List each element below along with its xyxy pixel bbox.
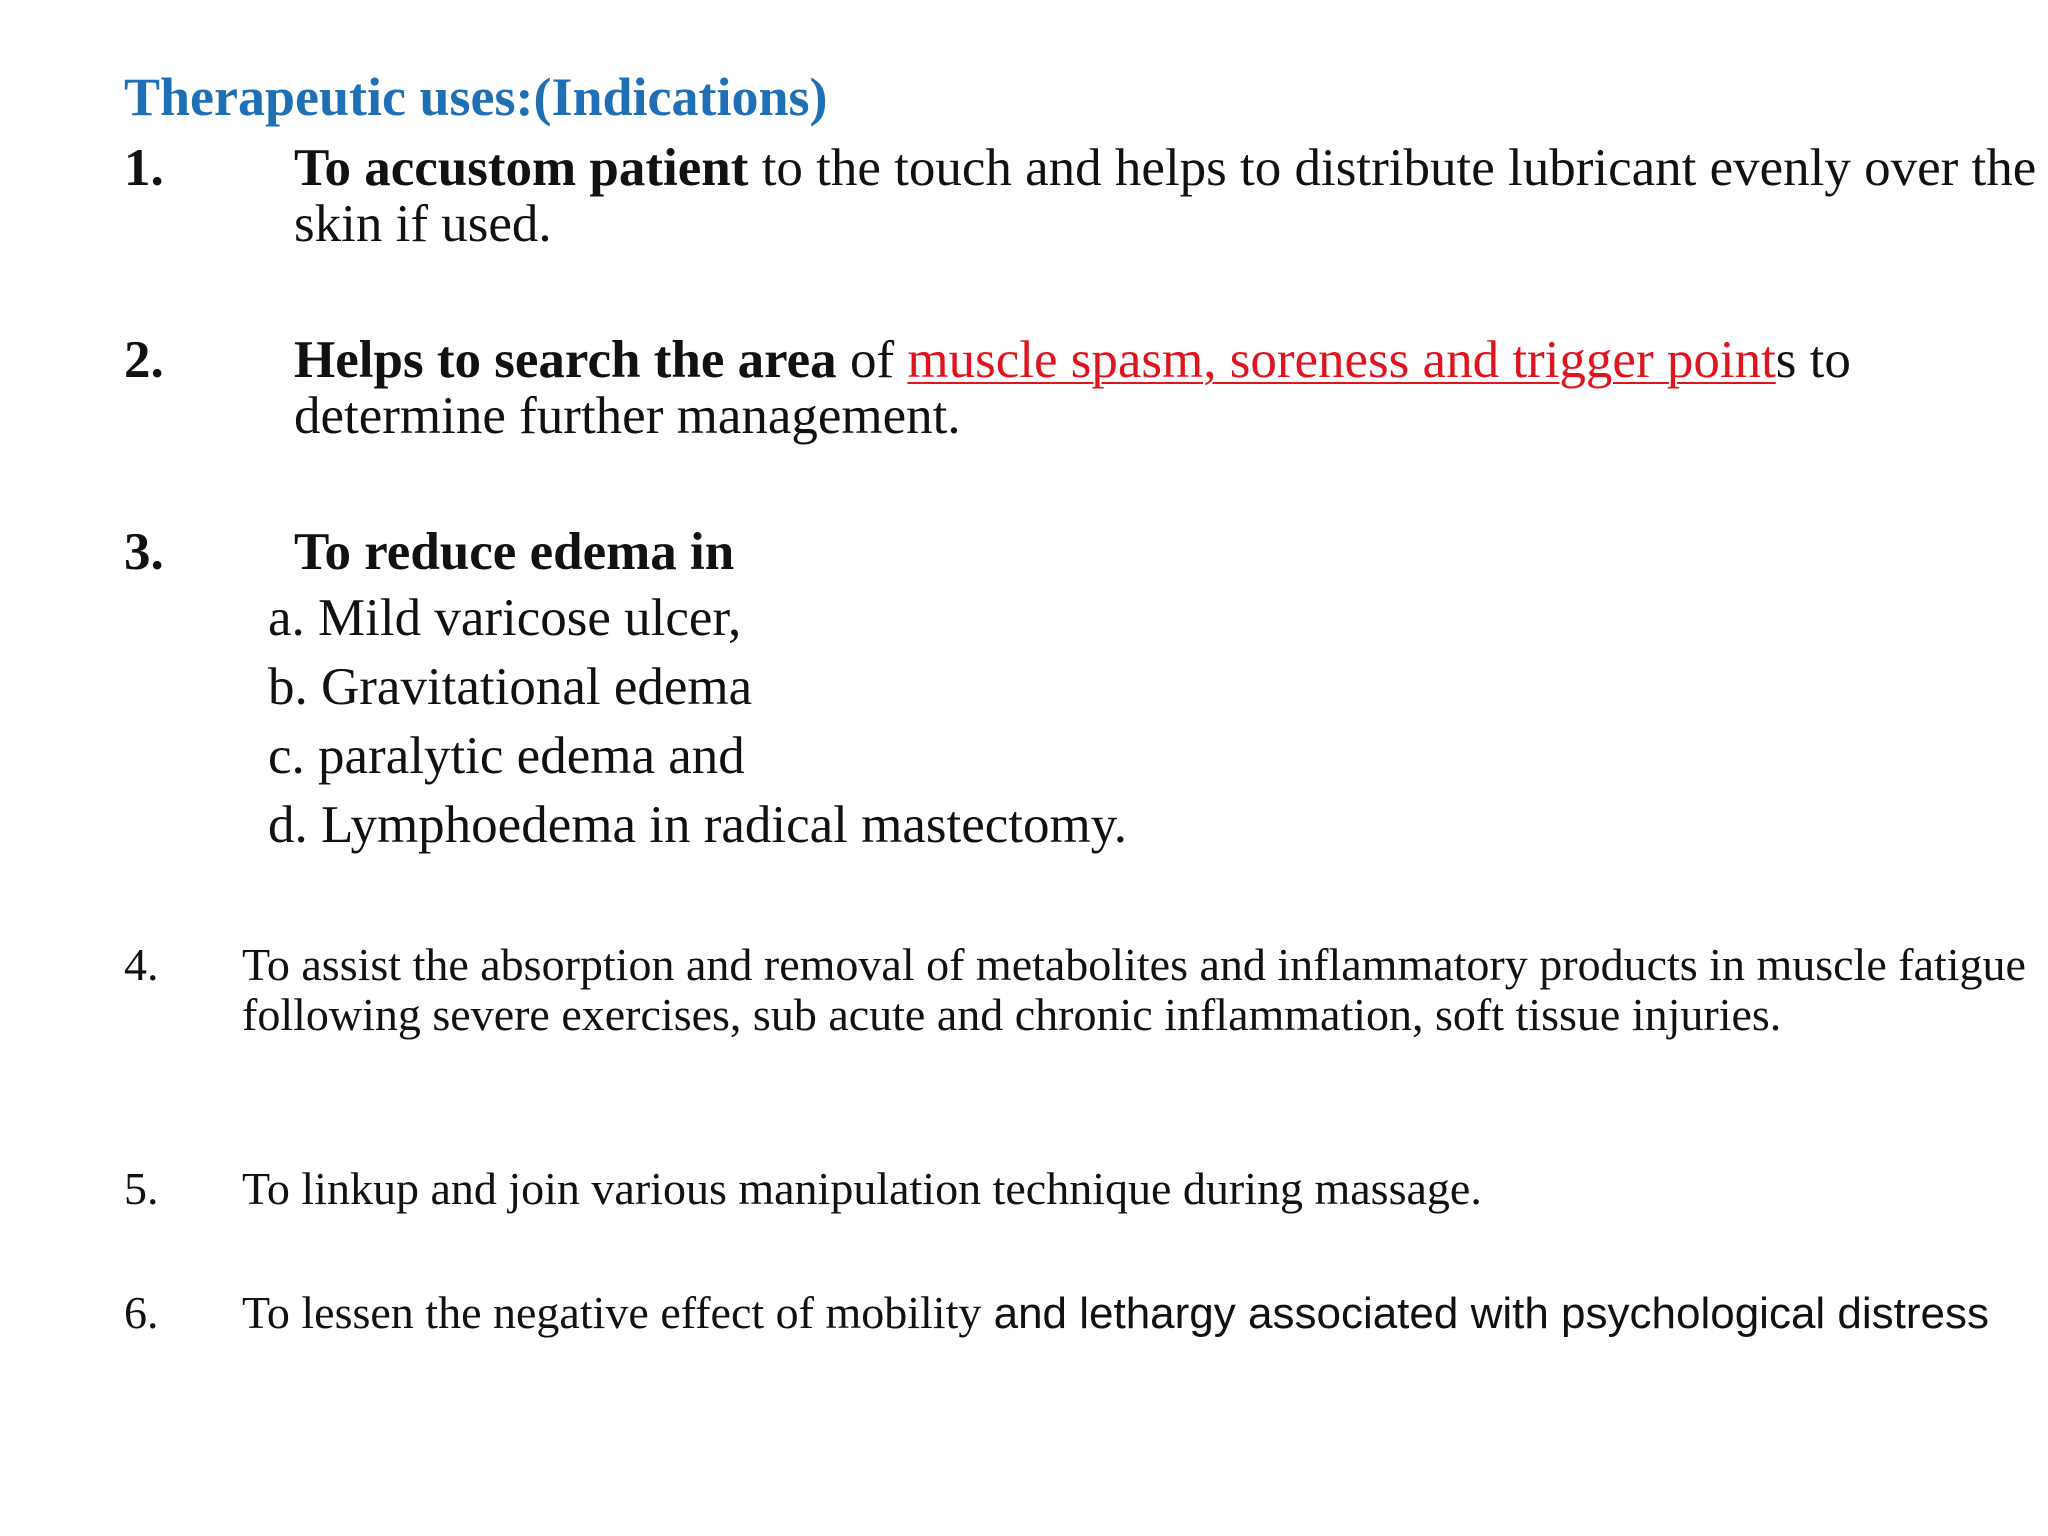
item-bold-lead: Helps to search the area [294,331,837,389]
item-bold-lead: To accustom patient [294,139,749,197]
item-text [294,332,2048,444]
sub-list [268,584,1127,860]
item-number: 6. [124,1287,159,1338]
item-rest: s to determine further management. [294,331,1851,445]
sub-list-item-c: c. paralytic edema and [268,727,745,785]
item-text [294,140,2048,252]
item-number: 2. [124,331,164,389]
sub-list-item-b: b. Gravitational edema [268,658,753,716]
item-text [242,1288,2048,1339]
item-mid: of [836,331,908,389]
item-number: 1. [124,139,164,197]
item-text: To linkup and join various manipulation technique during massage. [242,1163,1482,1214]
item-text-serif: To lessen the negative effect of mobility [242,1287,982,1338]
item-number: 5. [124,1163,159,1214]
item-text: To assist the absorption and removal of metabolites and inflammatory products in muscle fatigue following severe exercises, sub acute and chronic inflammation, soft tissue injuries. [242,939,2026,1040]
item-number: 3. [124,523,164,581]
item-bold-lead: To reduce edema in [294,523,735,581]
sub-list-item-a: a. Mild varicose ulcer, [268,589,742,647]
item-number: 4. [124,939,159,990]
sub-list-item-d: d. Lymphoedema in radical mastectomy. [268,796,1128,854]
item-rest: to the touch and helps to distribute lubricant evenly over the skin if used. [294,139,2037,253]
item-text-sans: and lethargy associated with psychological distress [981,1289,1990,1338]
slide-title: Therapeutic uses:(Indications) [124,67,828,127]
highlighted-link-text: muscle spasm, soreness and trigger point [907,331,1776,389]
